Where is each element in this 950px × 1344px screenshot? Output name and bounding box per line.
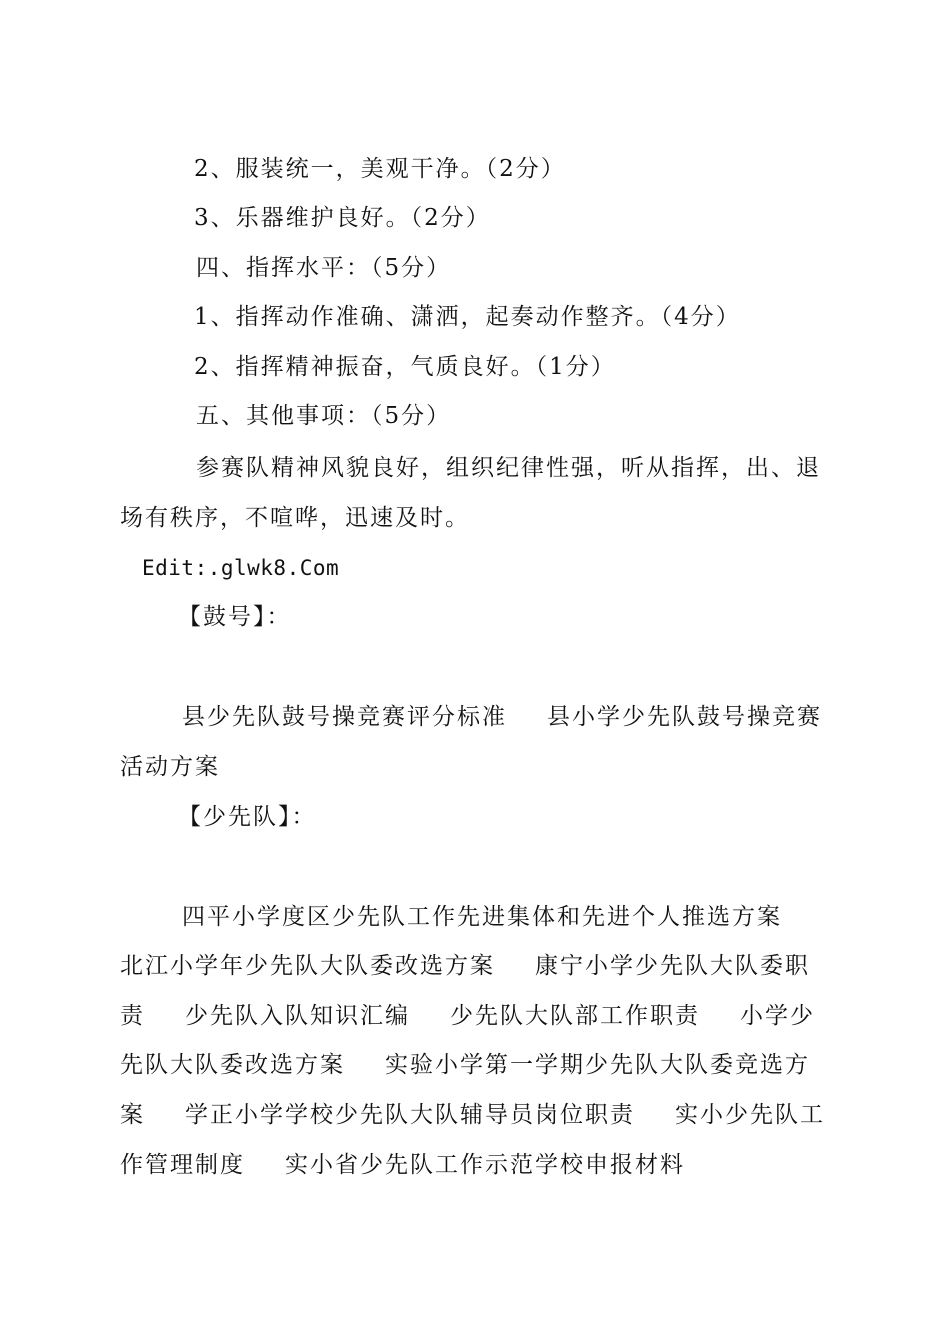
- related-link[interactable]: 县少先队鼓号操竞赛评分标准: [182, 704, 507, 730]
- tag-heading-shao-xian-dui: 【少先队】：: [178, 804, 317, 830]
- related-link[interactable]: 实小少先队工: [675, 1102, 825, 1128]
- text-line: 2、服装统一，美观干净。（2分）: [194, 156, 566, 182]
- related-links-line: [120, 1002, 815, 1030]
- related-link-continued[interactable]: 先队大队委改选方案: [120, 1052, 345, 1078]
- related-link[interactable]: 实验小学第一学期少先队大队委竞选方: [385, 1052, 810, 1078]
- text-line: 场有秩序，不喧哗，迅速及时。: [120, 505, 470, 531]
- text-line: 2、指挥精神振奋，气质良好。（1分）: [194, 354, 616, 380]
- related-link[interactable]: 小学少: [740, 1003, 815, 1029]
- edit-source-line: Edit:.glwk8.Com: [142, 556, 340, 580]
- related-link[interactable]: 四平小学度区少先队工作先进集体和先进个人推选方案: [182, 904, 782, 930]
- related-links-line: [120, 1051, 810, 1079]
- related-link[interactable]: 学正小学学校少先队大队辅导员岗位职责: [185, 1102, 635, 1128]
- related-links-line: [120, 1151, 685, 1179]
- text-line: 参赛队精神风貌良好，组织纪律性强，听从指挥，出、退: [196, 455, 821, 481]
- related-link-continued[interactable]: 责: [120, 1003, 145, 1029]
- related-link[interactable]: 实小省少先队工作示范学校申报材料: [285, 1152, 685, 1178]
- related-link-continued[interactable]: 案: [120, 1102, 145, 1128]
- related-link-continued[interactable]: 作管理制度: [120, 1152, 245, 1178]
- related-links-line: [182, 703, 822, 731]
- text-line: 3、乐器维护良好。（2分）: [194, 205, 491, 231]
- related-link[interactable]: 县小学少先队鼓号操竞赛: [547, 704, 822, 730]
- related-link-continued[interactable]: 活动方案: [120, 754, 220, 780]
- related-links-line: [120, 1101, 825, 1129]
- tag-heading-gu-hao: 【鼓号】：: [178, 604, 292, 630]
- related-link[interactable]: 北江小学年少先队大队委改选方案: [120, 953, 495, 979]
- related-link[interactable]: 少先队入队知识汇编: [185, 1003, 410, 1029]
- text-line: 1、指挥动作准确、潇洒，起奏动作整齐。（4分）: [194, 304, 741, 330]
- section-heading: 五、其他事项：（5分）: [196, 403, 452, 429]
- related-links-line: [120, 952, 810, 980]
- related-link[interactable]: 康宁小学少先队大队委职: [535, 953, 810, 979]
- related-link[interactable]: 少先队大队部工作职责: [450, 1003, 700, 1029]
- section-heading: 四、指挥水平：（5分）: [196, 255, 452, 281]
